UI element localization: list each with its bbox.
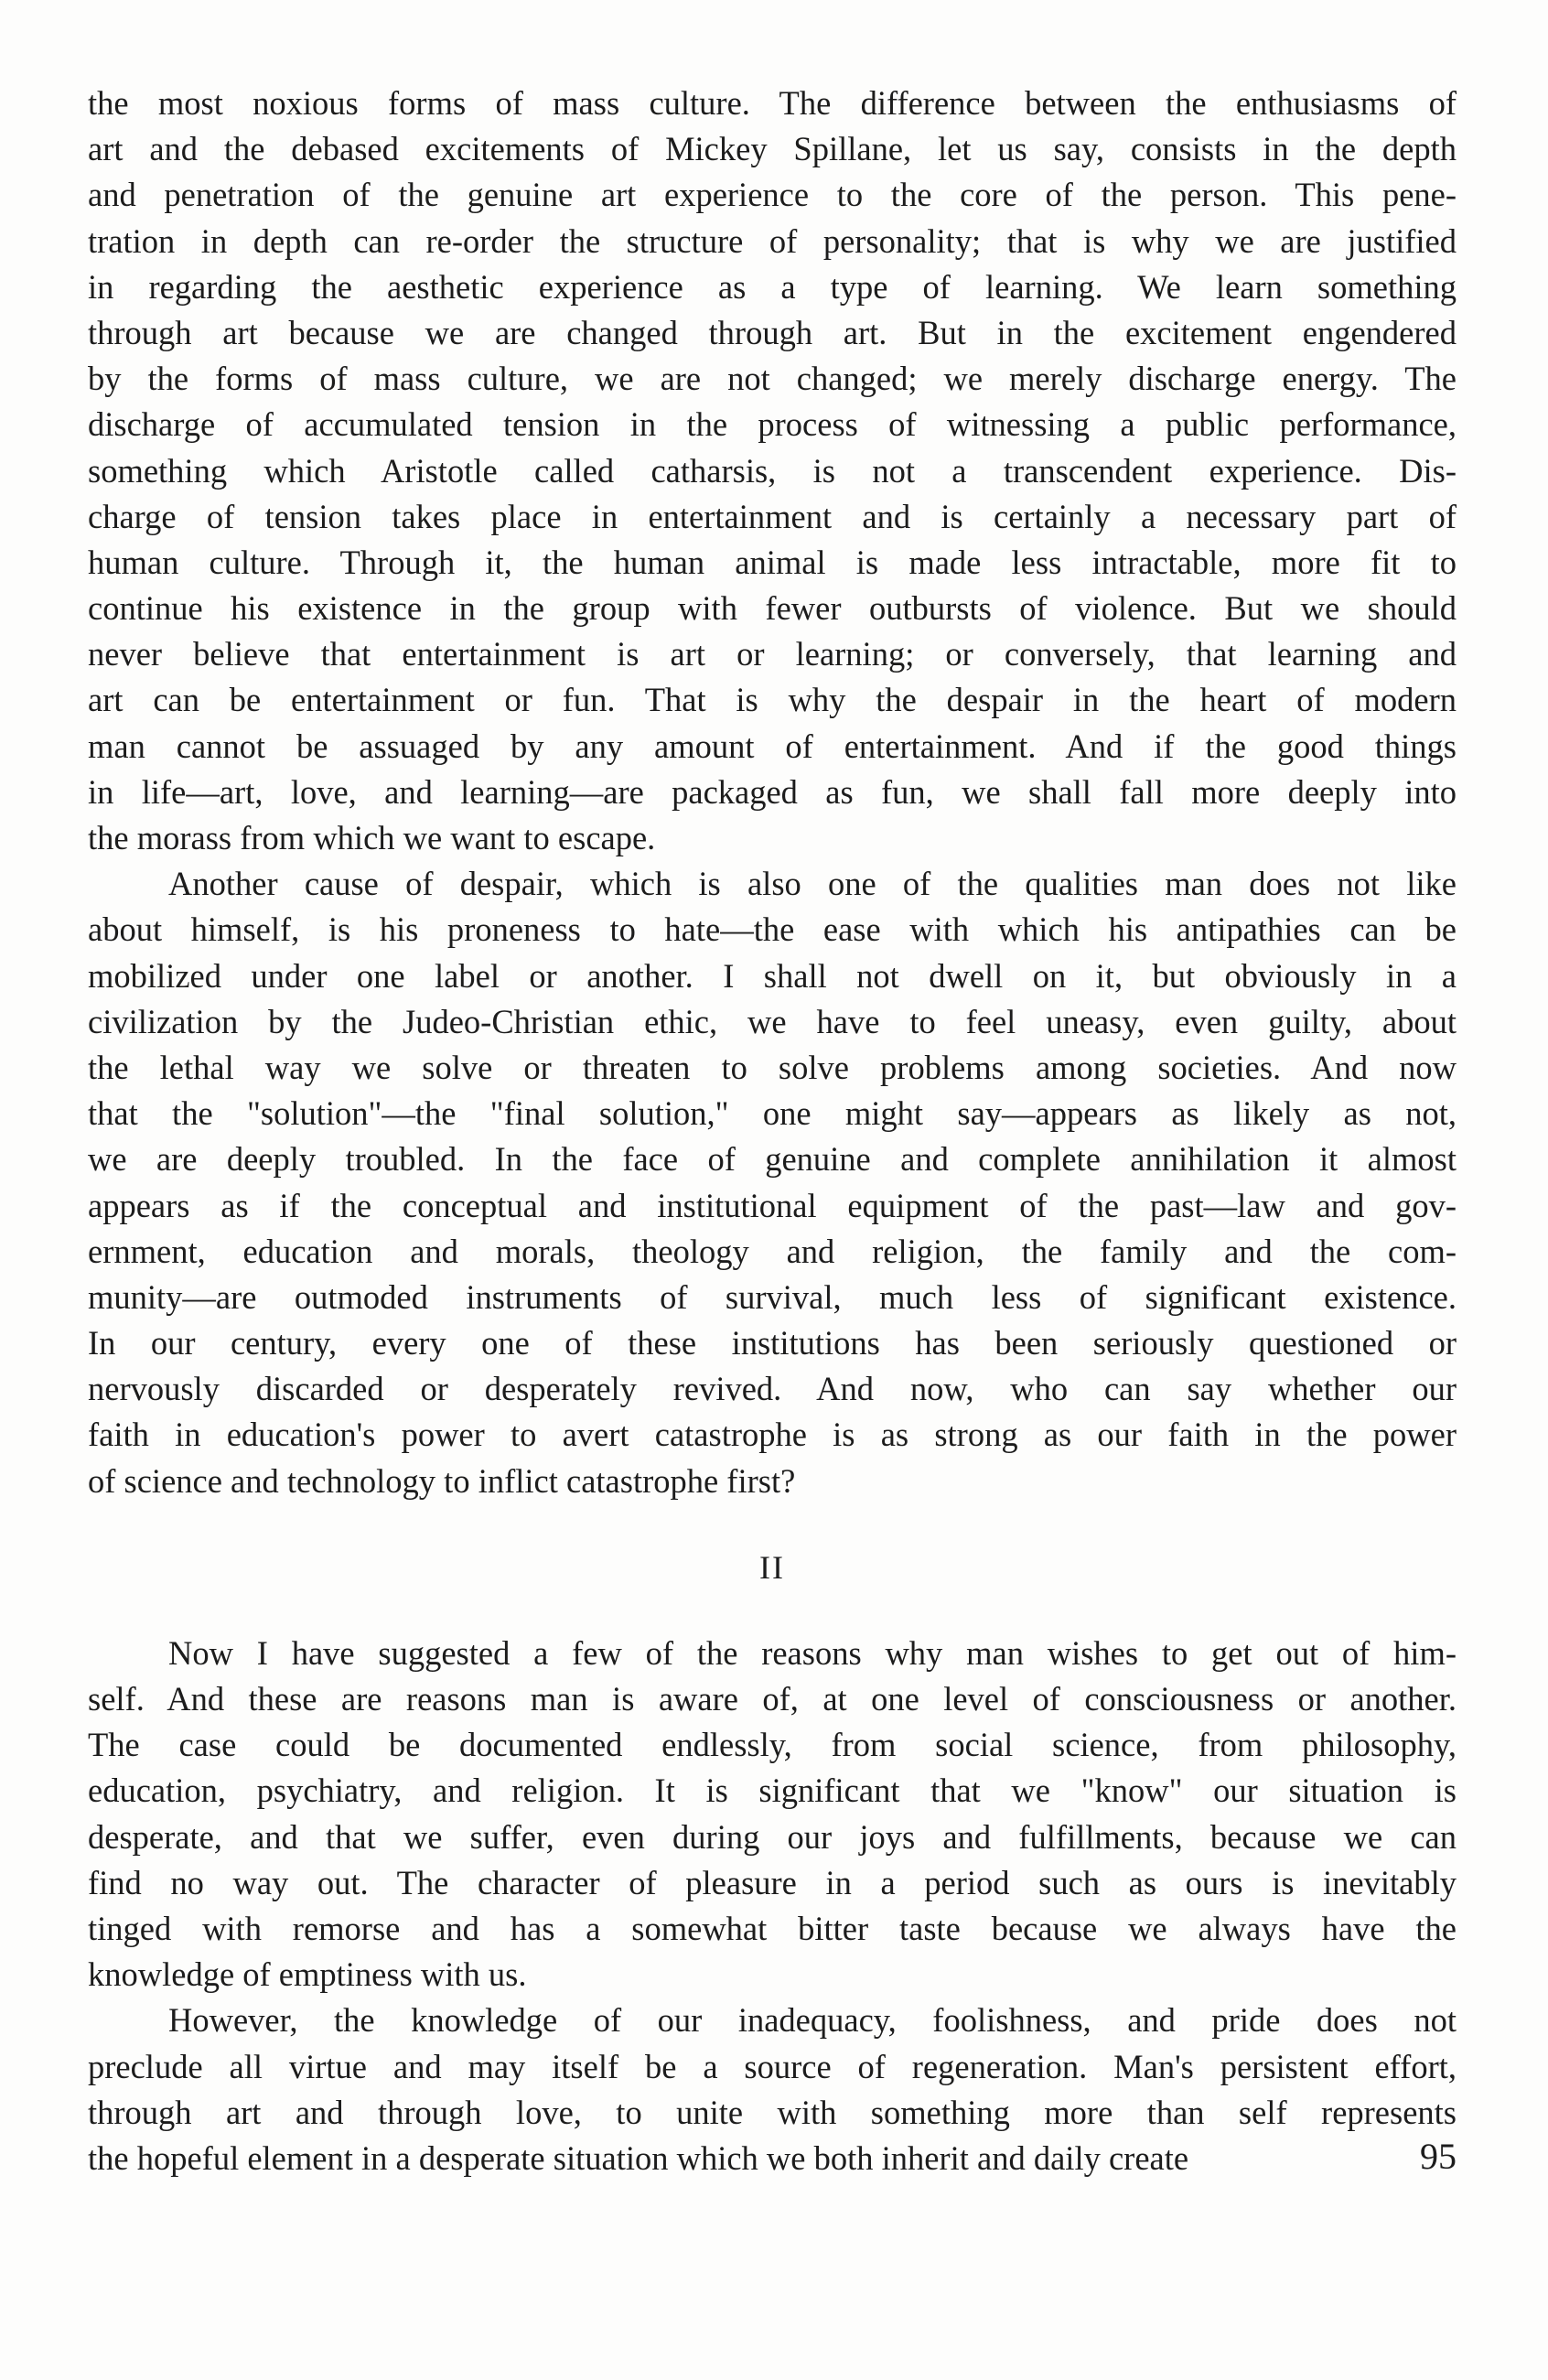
paragraph <box>88 861 1457 1504</box>
text-line: Now I have suggested a few of the reasons why man wishes to get out of him- <box>168 1633 1457 1672</box>
text-line: charge of tension takes place in entertainment and is certainly a necessary part of <box>88 497 1457 535</box>
text-line: by the forms of mass culture, we are not changed; we merely discharge energy. The <box>88 360 1457 398</box>
text-line: tration in depth can re-order the structure of personality; that is why we are justified <box>88 221 1457 260</box>
text-line: find no way out. The character of pleasure in a period such as ours is inevitably <box>88 1863 1457 1901</box>
text-line: in life—art, love, and learning—are packaged as fun, we shall fall more deeply into <box>88 772 1457 811</box>
text-line: the hopeful element in a desperate situation which we both inherit and daily create <box>88 2138 1189 2177</box>
text-block-before-section <box>88 81 1457 1504</box>
text-line: human culture. Through it, the human animal is made less intractable, more fit to <box>88 543 1457 581</box>
text-line: appears as if the conceptual and institutional equipment of the past—law and gov- <box>88 1186 1457 1224</box>
text-line: man cannot be assuaged by any amount of entertainment. And if the good things <box>88 727 1457 765</box>
text-line: through art and through love, to unite with something more than self represents <box>88 2093 1457 2131</box>
text-line: something which Aristotle called catharsis, is not a transcendent experience. Dis- <box>88 451 1457 490</box>
text-line: discharge of accumulated tension in the process of witnessing a public performance, <box>88 405 1457 444</box>
text-line: mobilized under one label or another. I shall not dwell on it, but obviously in a <box>88 956 1457 995</box>
paragraph <box>88 1631 1457 1998</box>
paragraph <box>88 1998 1457 2181</box>
text-line: that the "solution"—the "final solution," one might say—appears as likely as not, <box>88 1094 1457 1133</box>
text-line: of science and technology to inflict catastrophe first? <box>88 1461 796 1500</box>
text-line: and penetration of the genuine art experience to the core of the person. This pene- <box>88 176 1457 214</box>
text-line: the most noxious forms of mass culture. The difference between the enthusiasms of <box>88 84 1457 122</box>
text-line: However, the knowledge of our inadequacy, foolishness, and pride does not <box>168 2001 1457 2040</box>
text-line: civilization by the Judeo-Christian ethic, we have to feel uneasy, even guilty, about <box>88 1002 1457 1040</box>
text-line: about himself, is his proneness to hate—the ease with which his antipathies can be <box>88 910 1457 949</box>
text-line: self. And these are reasons man is aware of, at one level of consciousness or another. <box>88 1680 1457 1718</box>
text-line: never believe that entertainment is art or learning; or conversely, that learning and <box>88 635 1457 673</box>
text-line: through art because we are changed through art. But in the excitement engendered <box>88 313 1457 351</box>
page-number: 95 <box>1420 2136 1457 2177</box>
text-line: faith in education's power to avert catastrophe is as strong as our faith in the power <box>88 1416 1457 1454</box>
text-line: tinged with remorse and has a somewhat bitter taste because we always have the <box>88 1909 1457 1947</box>
text-line: the morass from which we want to escape. <box>88 819 656 856</box>
text-line: desperate, and that we suffer, even during our joys and fulfillments, because we can <box>88 1817 1457 1856</box>
text-line: in regarding the aesthetic experience as a type of learning. We learn something <box>88 267 1457 306</box>
text-line: munity—are outmoded instruments of survival, much less of significant existence. <box>88 1277 1457 1316</box>
text-line: the lethal way we solve or threaten to solve problems among societies. And now <box>88 1048 1457 1086</box>
text-line: art can be entertainment or fun. That is why the despair in the heart of modern <box>88 681 1457 719</box>
text-line: Another cause of despair, which is also one of the qualities man does not like <box>168 865 1457 903</box>
text-line: preclude all virtue and may itself be a source of regeneration. Man's persistent effort, <box>88 2047 1457 2085</box>
text-line: ernment, education and morals, theology and religion, the family and the com- <box>88 1232 1457 1270</box>
text-line: The case could be documented endlessly, from social science, from philosophy, <box>88 1726 1457 1764</box>
paragraph <box>88 81 1457 861</box>
text-line: education, psychiatry, and religion. It is significant that we "know" our situation is <box>88 1772 1457 1810</box>
section-heading: II <box>759 1548 785 1586</box>
text-line: knowledge of emptiness with us. <box>88 1955 527 1994</box>
text-block-after-section <box>88 1631 1457 2181</box>
text-line: art and the debased excitements of Mickey Spillane, let us say, consists in the depth <box>88 130 1457 168</box>
text-line: nervously discarded or desperately revived. And now, who can say whether our <box>88 1370 1457 1408</box>
text-column <box>88 81 1457 2181</box>
text-line: continue his existence in the group with fewer outbursts of violence. But we should <box>88 589 1457 628</box>
text-line: we are deeply troubled. In the face of genuine and complete annihilation it almost <box>88 1140 1457 1179</box>
text-line: In our century, every one of these institutions has been seriously questioned or <box>88 1324 1457 1362</box>
